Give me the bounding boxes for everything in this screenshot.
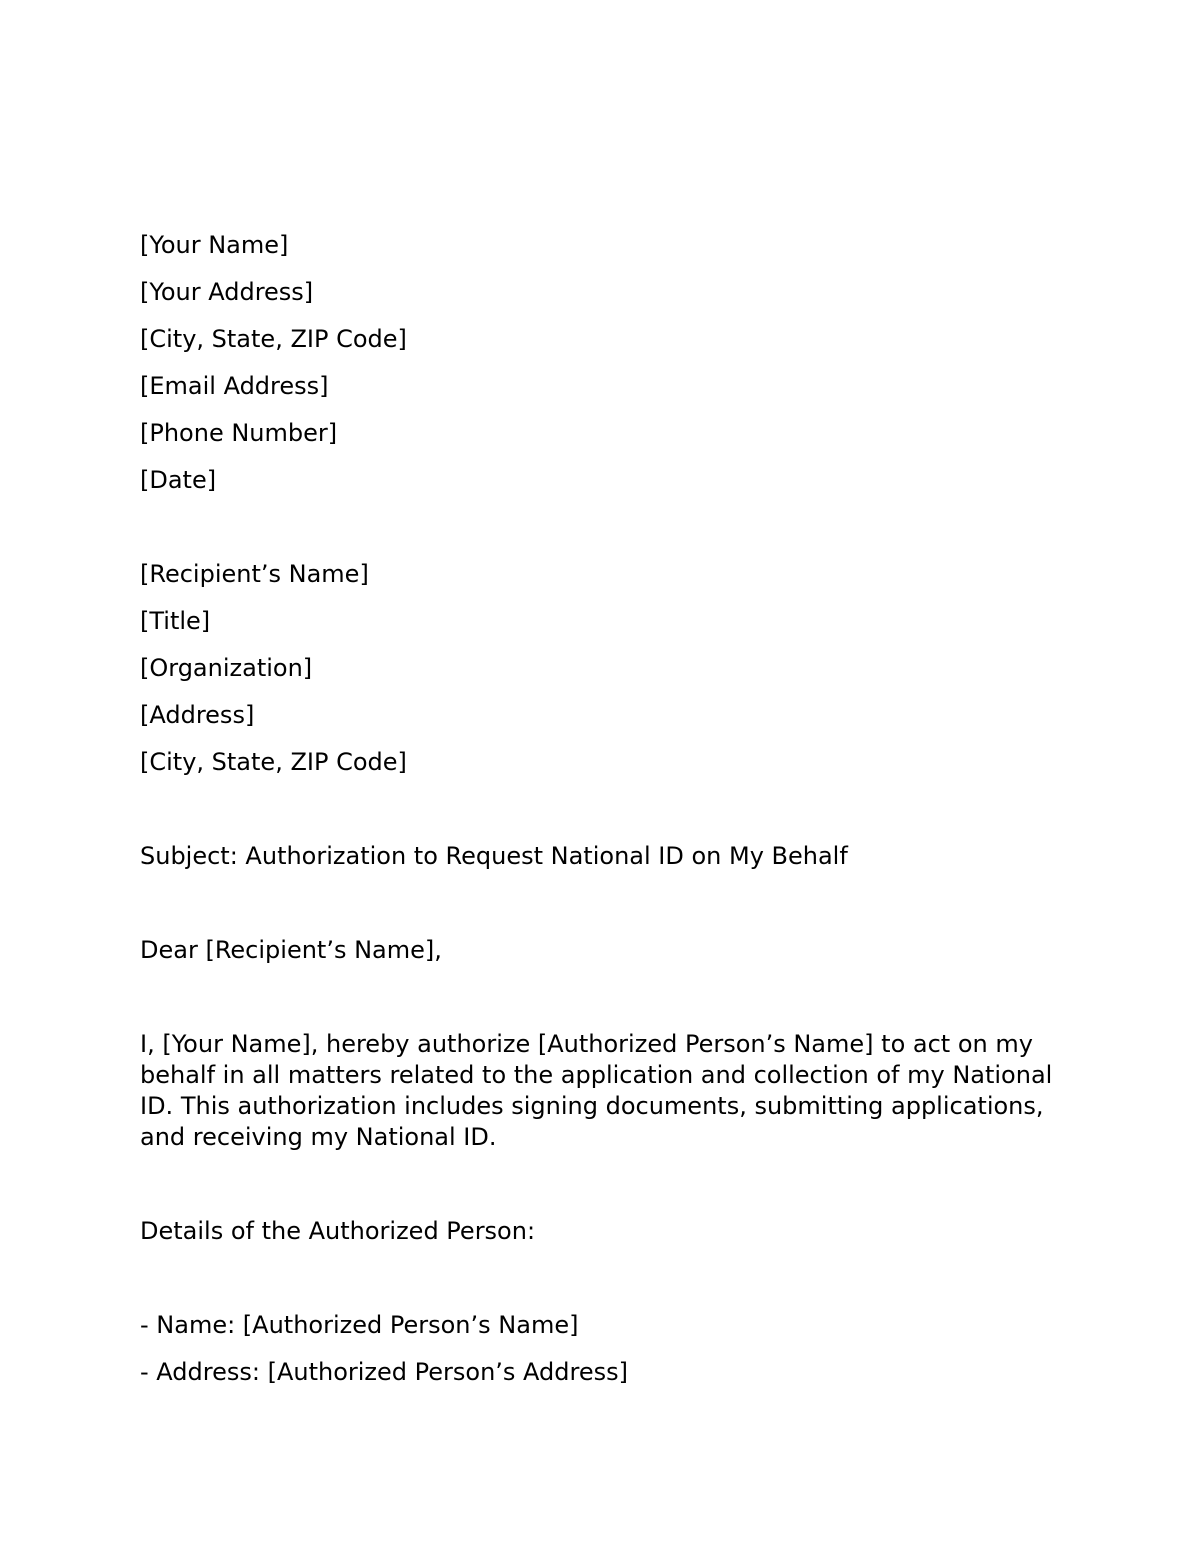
sender-name-line: [Your Name] [140,231,289,259]
authorization-body-paragraph: I, [Your Name], hereby authorize [Authorized Person’s Name] to act on my behalf in all matters related to the application and collection of my National ID. This authorization includes signing documents, submitting applications, and receiving my National ID. [140,1030,1060,1151]
recipient-title-line: [Title] [140,607,211,635]
details-item-address: - Address: [Authorized Person’s Address] [140,1358,628,1386]
recipient-address-line: [Address] [140,701,255,729]
sender-phone-line: [Phone Number] [140,419,338,447]
recipient-name-line: [Recipient’s Name] [140,560,369,588]
details-heading: Details of the Authorized Person: [140,1217,536,1245]
details-item-name: - Name: [Authorized Person’s Name] [140,1311,579,1339]
recipient-organization-line: [Organization] [140,654,313,682]
greeting-line: Dear [Recipient’s Name], [140,936,442,964]
sender-address-line: [Your Address] [140,278,314,306]
sender-city-line: [City, State, ZIP Code] [140,325,407,353]
date-line: [Date] [140,466,217,494]
sender-email-line: [Email Address] [140,372,329,400]
subject-line: Subject: Authorization to Request National ID on My Behalf [140,842,848,870]
recipient-city-line: [City, State, ZIP Code] [140,748,407,776]
